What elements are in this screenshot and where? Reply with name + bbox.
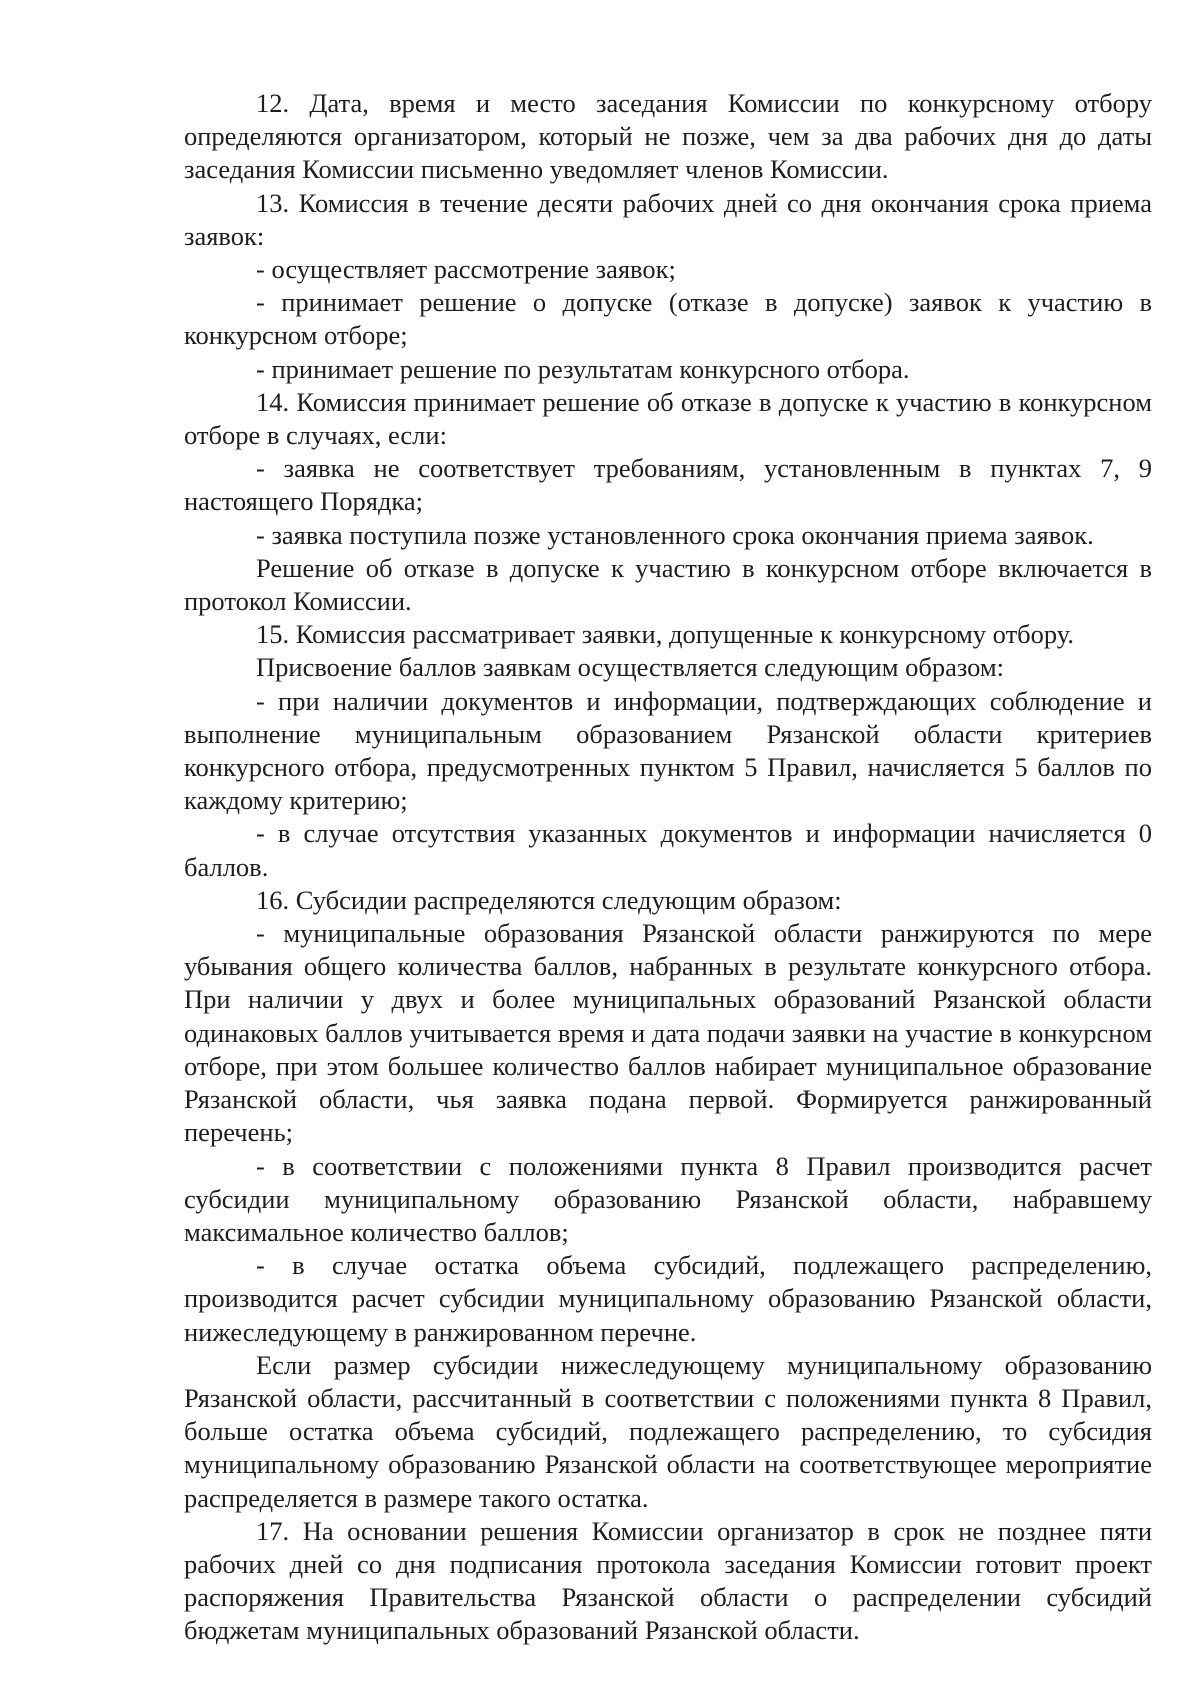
paragraph-17-draft-order: 17. На основании решения Комиссии организатор в срок не позднее пяти рабочих дней со дня подписания протокола заседания Комиссии готовит проект распоряжения Правительства Рязанской области о распределении субсидий бюджетам муниципальных образований Рязанской области. <box>184 1515 1152 1646</box>
list-item-review-applications: - осуществляет рассмотрение заявок; <box>256 254 676 285</box>
list-item-five-points: - при наличии документов и информации, подтверждающих соблюдение и выполнение муниципальным образованием Рязанской области критериев конкурсного отбора, предусмотренных пунктом 5 Правил, начисляется 5 баллов по каждому критерию; <box>184 685 1152 816</box>
paragraph-12-meeting-date: 12. Дата, время и место заседания Комиссии по конкурсному отбору определяются организатором, который не позже, чем за два рабочих дня до даты заседания Комиссии письменно уведомляет членов Комиссии. <box>184 88 1152 185</box>
list-item-late-application: - заявка поступила позже установленного срока окончания приема заявок. <box>256 519 1094 550</box>
paragraph-13-commission-review: 13. Комиссия в течение десяти рабочих дней со дня окончания срока приема заявок: <box>184 187 1152 251</box>
list-item-zero-points: - в случае отсутствия указанных документов и информации начисляется 0 баллов. <box>184 818 1152 882</box>
paragraph-16-distribution: 16. Субсидии распределяются следующим образом: <box>256 884 842 915</box>
paragraph-remainder-size: Если размер субсидии нижеследующему муниципальному образованию Рязанской области, рассчитанный в соответствии с положениями пункта 8 Правил, больше остатка объема субсидий, подлежащего распределению, то субсидия муниципальному образованию Рязанской области на соответствующее мероприятие распределяется в размере такого остатка. <box>184 1349 1152 1513</box>
paragraph-refusal-in-protocol: Решение об отказе в допуске к участию в конкурсном отборе включается в протокол Комиссии. <box>184 552 1152 617</box>
paragraph-14-refusal-cases: 14. Комиссия принимает решение об отказе в допуске к участию в конкурсном отборе в случаях, если: <box>184 386 1152 451</box>
list-item-max-score-calculation: - в соответствии с положениями пункта 8 Правил производится расчет субсидии муниципальному образованию Рязанской области, набравшему максимальное количество баллов; <box>184 1150 1152 1247</box>
list-item-requirements-mismatch: - заявка не соответствует требованиям, установленным в пунктах 7, 9 настоящего Порядка; <box>184 453 1152 517</box>
paragraph-15-review-admitted: 15. Комиссия рассматривает заявки, допущенные к конкурсному отбору. <box>256 619 1075 650</box>
list-item-remainder-calculation: - в случае остатка объема субсидий, подлежащего распределению, производится расчет субсидии муниципальному образованию Рязанской области, нижеследующему в ранжированном перечне. <box>184 1250 1152 1347</box>
document-body <box>184 87 1152 1648</box>
paragraph-scoring-method: Присвоение баллов заявкам осуществляется следующим образом: <box>256 652 1005 683</box>
list-item-admission-decision: - принимает решение о допуске (отказе в допуске) заявок к участию в конкурсном отборе; <box>184 287 1152 351</box>
list-item-results-decision: - принимает решение по результатам конкурсного отбора. <box>256 353 910 384</box>
list-item-ranking: - муниципальные образования Рязанской области ранжируются по мере убывания общего количества баллов, набранных в результате конкурсного отбора. При наличии у двух и более муниципальных образований Рязанской области одинаковых баллов учитывается время и дата подачи заявки на участие в конкурсном отборе, при этом большее количество баллов набирает муниципальное образование Рязанской области, чья заявка подана первой. Формируется ранжированный перечень; <box>184 918 1152 1148</box>
